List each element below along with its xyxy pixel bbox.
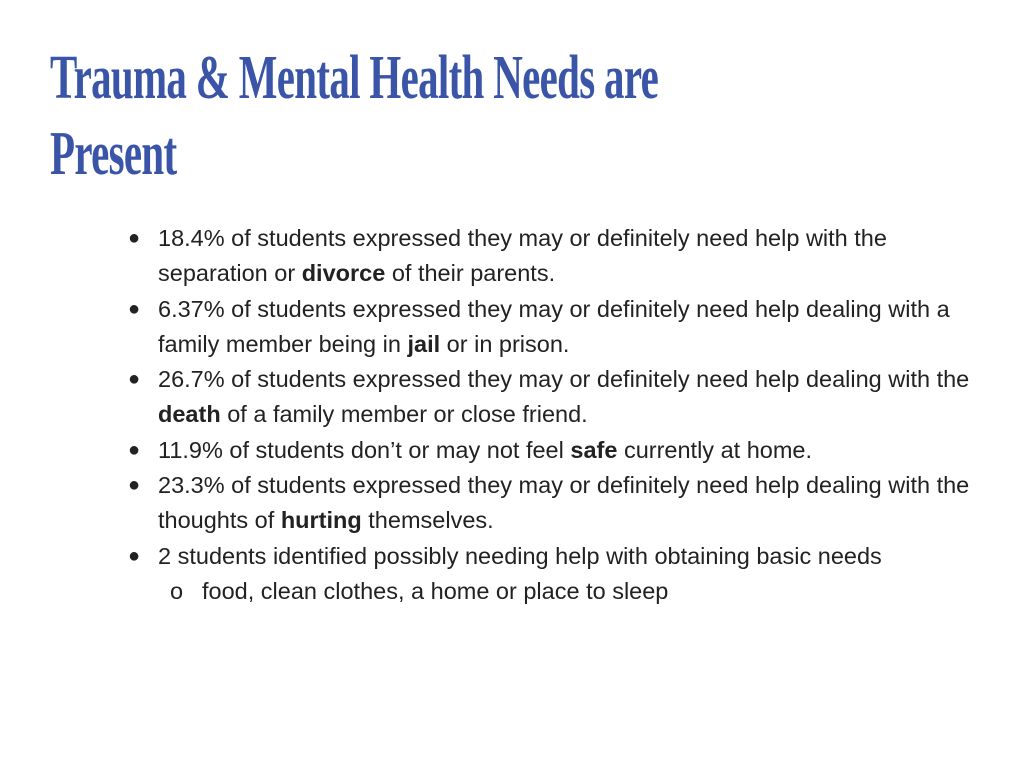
sub-list (158, 574, 998, 609)
sub-item-text: food, clean clothes, a home or place to sleep (202, 577, 669, 604)
item-text: 26.7% of students expressed they may or definitely need help dealing with the (158, 366, 970, 393)
bullet-icon: ● (128, 438, 141, 461)
sub-bullet-icon: o (170, 577, 184, 604)
bullet-icon: ● (128, 227, 141, 249)
list-item (128, 292, 998, 363)
title-line-1: Trauma & Mental Health Needs are (50, 44, 659, 112)
item-bold: safe (570, 436, 618, 463)
item-bold: jail (407, 330, 441, 357)
bullet-list (128, 221, 998, 609)
item-text: 6.37% of students expressed they may or definitely need help dealing with a family member being in (158, 295, 950, 357)
list-item (128, 433, 998, 468)
item-text: or in prison. (440, 330, 570, 357)
sub-list-item (170, 574, 998, 609)
item-text: currently at home. (617, 436, 813, 463)
bullet-icon: ● (128, 474, 141, 497)
item-text: 18.4% of students expressed they may or definitely need help with the separation or (158, 225, 887, 287)
item-bold: death (158, 401, 221, 428)
bullet-icon: ● (128, 297, 141, 320)
list-item (128, 362, 998, 433)
list-item (128, 468, 998, 539)
slide-title (50, 40, 776, 192)
item-text: 11.9% of students don’t or may not feel (158, 436, 571, 463)
item-text: 2 students identified possibly needing help with obtaining basic needs (158, 542, 882, 569)
item-bold: divorce (301, 260, 386, 287)
list-item (128, 221, 998, 292)
item-text: 23.3% of students expressed they may or definitely need help dealing with the thoughts of (158, 472, 970, 534)
bullet-icon: ● (128, 544, 141, 567)
bullet-icon: ● (128, 368, 141, 391)
item-text: themselves. (361, 507, 494, 534)
item-bold: hurting (280, 507, 362, 534)
title-line-2: Present (50, 120, 177, 188)
item-text: of a family member or close friend. (220, 401, 588, 428)
item-text: of their parents. (385, 260, 556, 287)
list-item (128, 539, 998, 610)
